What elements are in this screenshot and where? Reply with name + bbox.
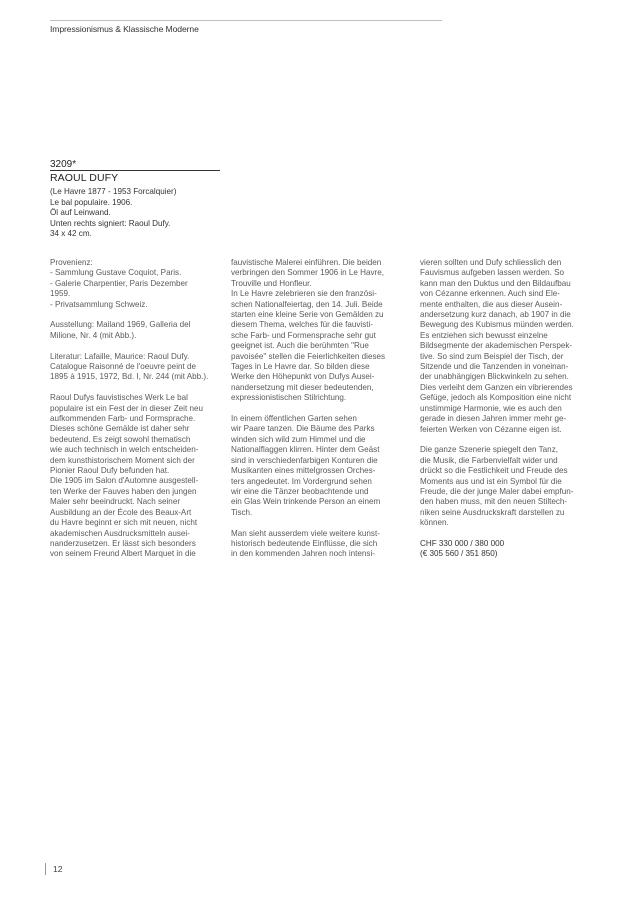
text-line: Literatur: Lafaille, Maurice: Raoul Dufy. — [50, 351, 190, 361]
artwork-signature: Unten rechts signiert: Raoul Dufy. — [50, 218, 171, 228]
text-line: - Galerie Charpentier, Paris Dezember — [50, 278, 188, 288]
text-line: der unabhängigen Blickwinkeln zu sehen. — [420, 372, 569, 382]
text-line: andersetzung kurz danach, ab 1907 in die — [420, 310, 571, 320]
text-line: die Musik, die Farbenvielfalt wider und — [420, 455, 558, 465]
text-column-middle — [231, 258, 411, 560]
text-line: geeignet ist. Auch die berühmten "Rue — [231, 341, 369, 351]
text-line: Milione, Nr. 4 (mit Abb.). — [50, 330, 137, 340]
text-line: Musikanten eines mittelgrossen Orches- — [231, 466, 376, 476]
text-line: ein Glas Wein trinkende Person an einem — [231, 497, 381, 507]
text-line: Maler sehr beeindruckt. Nach seiner — [50, 497, 181, 507]
text-line: vieren sollten und Dufy schliesslich den — [420, 258, 562, 267]
text-line: den haben muss, mit den neuen Stiltech- — [420, 497, 568, 507]
text-line: Die ganze Szenerie spiegelt den Tanz, — [420, 445, 558, 455]
text-line: Trouville und Honfleur. — [231, 278, 312, 288]
text-line: Ausbildung an der École des Beaux-Art — [50, 507, 192, 517]
paragraph-gap — [420, 529, 600, 539]
text-line: kann man den Duktus und den Bildaufbau — [420, 278, 571, 288]
page-number: 12 — [53, 864, 63, 874]
price-estimate-chf: CHF 330 000 / 380 000 — [420, 538, 505, 548]
text-line: wie auch technisch in welch entscheiden- — [50, 445, 199, 455]
text-line: können. — [420, 518, 449, 528]
text-line: sche Farb- und Formensprache sehr gut — [231, 330, 376, 340]
text-line: Fauvismus aufgeben lassen werden. So — [420, 268, 564, 278]
text-line: diesem Thema, welches für die fauvisti- — [231, 320, 374, 330]
text-line: fauvistische Malerei einführen. Die beiden — [231, 258, 382, 267]
text-line: ten Werke der Fauves haben den jungen — [50, 486, 197, 496]
text-line: In einem öffentlichen Garten sehen — [231, 414, 357, 424]
text-line: Es entziehen sich bewusst einzelne — [420, 330, 548, 340]
text-column-right — [420, 258, 600, 560]
lot-divider — [50, 170, 220, 171]
text-line: starten eine kleine Serie von Gemälden zu — [231, 310, 384, 320]
text-line: nanderzusetzen. Er lässt sich besonders — [50, 538, 196, 548]
paragraph-gap — [50, 310, 222, 320]
paragraph-gap — [50, 341, 222, 351]
text-line: Catalogue Raisonné de l'oeuvre peint de — [50, 362, 196, 372]
text-line: drückt so die Festlichkeit und Freude des — [420, 466, 568, 476]
text-line: ters angedeutet. Im Vordergrund sehen — [231, 476, 372, 486]
text-line: wir Paare tanzen. Die Bäume des Parks — [231, 424, 375, 434]
text-line: gerade in diesen Jahren immer mehr ge- — [420, 414, 567, 424]
text-line: - Privatsammlung Schweiz. — [50, 299, 148, 309]
text-line: von Cézanne erkennen. Auch sind Ele- — [420, 289, 560, 299]
paragraph-gap — [50, 383, 222, 393]
text-line: In Le Havre zelebrieren sie den französi- — [231, 289, 377, 299]
text-line: 1895 à 1915, 1972, Bd. I, Nr. 244 (mit Abb.). — [50, 372, 209, 382]
running-header: Impressionismus & Klassische Moderne — [50, 24, 199, 34]
text-line: Die 1905 im Salon d'Automne ausgestell- — [50, 476, 199, 486]
text-line: Ausstellung: Mailand 1969, Galleria del — [50, 320, 191, 330]
text-line: mente enthalten, die aus dieser Ausein- — [420, 299, 563, 309]
text-line: Tisch. — [231, 507, 253, 517]
text-line: historisch bedeutende Einflüsse, die sich — [231, 538, 378, 548]
column-lines — [420, 258, 600, 529]
text-line: akademischen Ausdrucksmitteln ausei- — [50, 528, 190, 538]
text-line: Provenienz: — [50, 258, 93, 267]
text-line: Dies verleiht dem Ganzen ein vibrierendes — [420, 382, 573, 392]
text-line: du Havre beginnt er sich mit neuen, nicht — [50, 518, 198, 528]
top-rule — [50, 20, 442, 21]
paragraph-gap — [420, 435, 600, 445]
text-line: tive. So sind zum Beispiel der Tisch, der — [420, 351, 564, 361]
text-line: Freude, die der junge Maler dabei empfun- — [420, 486, 574, 496]
text-line: aufkommenden Farb- und Formsprache. — [50, 414, 196, 424]
text-line: Bewegung des Kubismus münden werden. — [420, 320, 574, 330]
paragraph-gap — [231, 404, 411, 414]
artwork-medium: Öl auf Leinwand. — [50, 208, 111, 217]
text-line: Gefüge, jedoch als Komposition eine nicht — [420, 393, 572, 403]
text-line: Sitzende und die Tanzenden in voneinan- — [420, 362, 569, 372]
text-line: Bildsegmente der akademischen Perspek- — [420, 341, 573, 351]
text-line: Werke den Höhepunkt von Dufys Ausei- — [231, 372, 375, 382]
text-line: winden sich wild zum Himmel und die — [231, 434, 366, 444]
price-estimate-eur: (€ 305 560 / 351 850) — [420, 549, 498, 559]
text-line: populaire ist ein Fest der in dieser Zeit neu — [50, 403, 203, 413]
text-line: sind in verschiedenfarbigen Konturen die — [231, 455, 378, 465]
artist-name: RAOUL DUFY — [50, 172, 119, 184]
text-line: expressionistischen Stilrichtung. — [231, 393, 347, 403]
artwork-dimensions: 34 x 42 cm. — [50, 229, 92, 238]
text-line: unstimmige Harmonie, wie es auch den — [420, 403, 562, 413]
text-line: bedeutend. Es zeigt sowohl thematisch — [50, 434, 191, 444]
lot-number: 3209* — [50, 159, 77, 170]
artist-dates: (Le Havre 1877 - 1953 Forcalquier) — [50, 187, 177, 196]
text-line: niken seine Ausdruckskraft darstellen zu — [420, 507, 565, 517]
text-line: dem kunsthistorischem Moment sich der — [50, 455, 195, 465]
text-line: Nationalflaggen klirren. Hinter dem Geäst — [231, 445, 380, 455]
text-line: nandersetzung mit dieser bedeutenden, — [231, 382, 374, 392]
text-line: pavoisée" stellen die Feierlichkeiten dieses — [231, 351, 386, 361]
text-line: schen Nationalfeiertag, den 14. Juli. Beide — [231, 299, 383, 309]
lot-details — [50, 187, 176, 240]
text-line: wir eine die Tänzer beobachtende und — [231, 486, 369, 496]
text-line: Raoul Dufys fauvistisches Werk Le bal — [50, 393, 188, 403]
text-line: Tages in Le Havre dar. So bilden diese — [231, 362, 370, 372]
text-column-left — [50, 258, 222, 560]
text-line: in den kommenden Jahren noch intensi- — [231, 549, 375, 559]
text-line: feierten Werken von Cézanne eigen ist. — [420, 424, 562, 434]
text-line: Moments aus und ist ein Symbol für die — [420, 476, 562, 486]
paragraph-gap — [231, 518, 411, 528]
text-line: 1959. — [50, 289, 71, 299]
folio-bar — [45, 863, 46, 875]
text-line: verbringen den Sommer 1906 in Le Havre, — [231, 268, 384, 278]
text-line: Pionier Raoul Dufy befunden hat. — [50, 466, 170, 476]
text-line: - Sammlung Gustave Coquiot, Paris. — [50, 268, 182, 278]
text-line: Man sieht ausserdem viele weitere kunst- — [231, 528, 380, 538]
text-line: von seinem Freund Albert Marquet in die — [50, 549, 196, 559]
text-line: Dieses schöne Gemälde ist daher sehr — [50, 424, 190, 434]
artwork-title: Le bal populaire. 1906. — [50, 197, 133, 207]
